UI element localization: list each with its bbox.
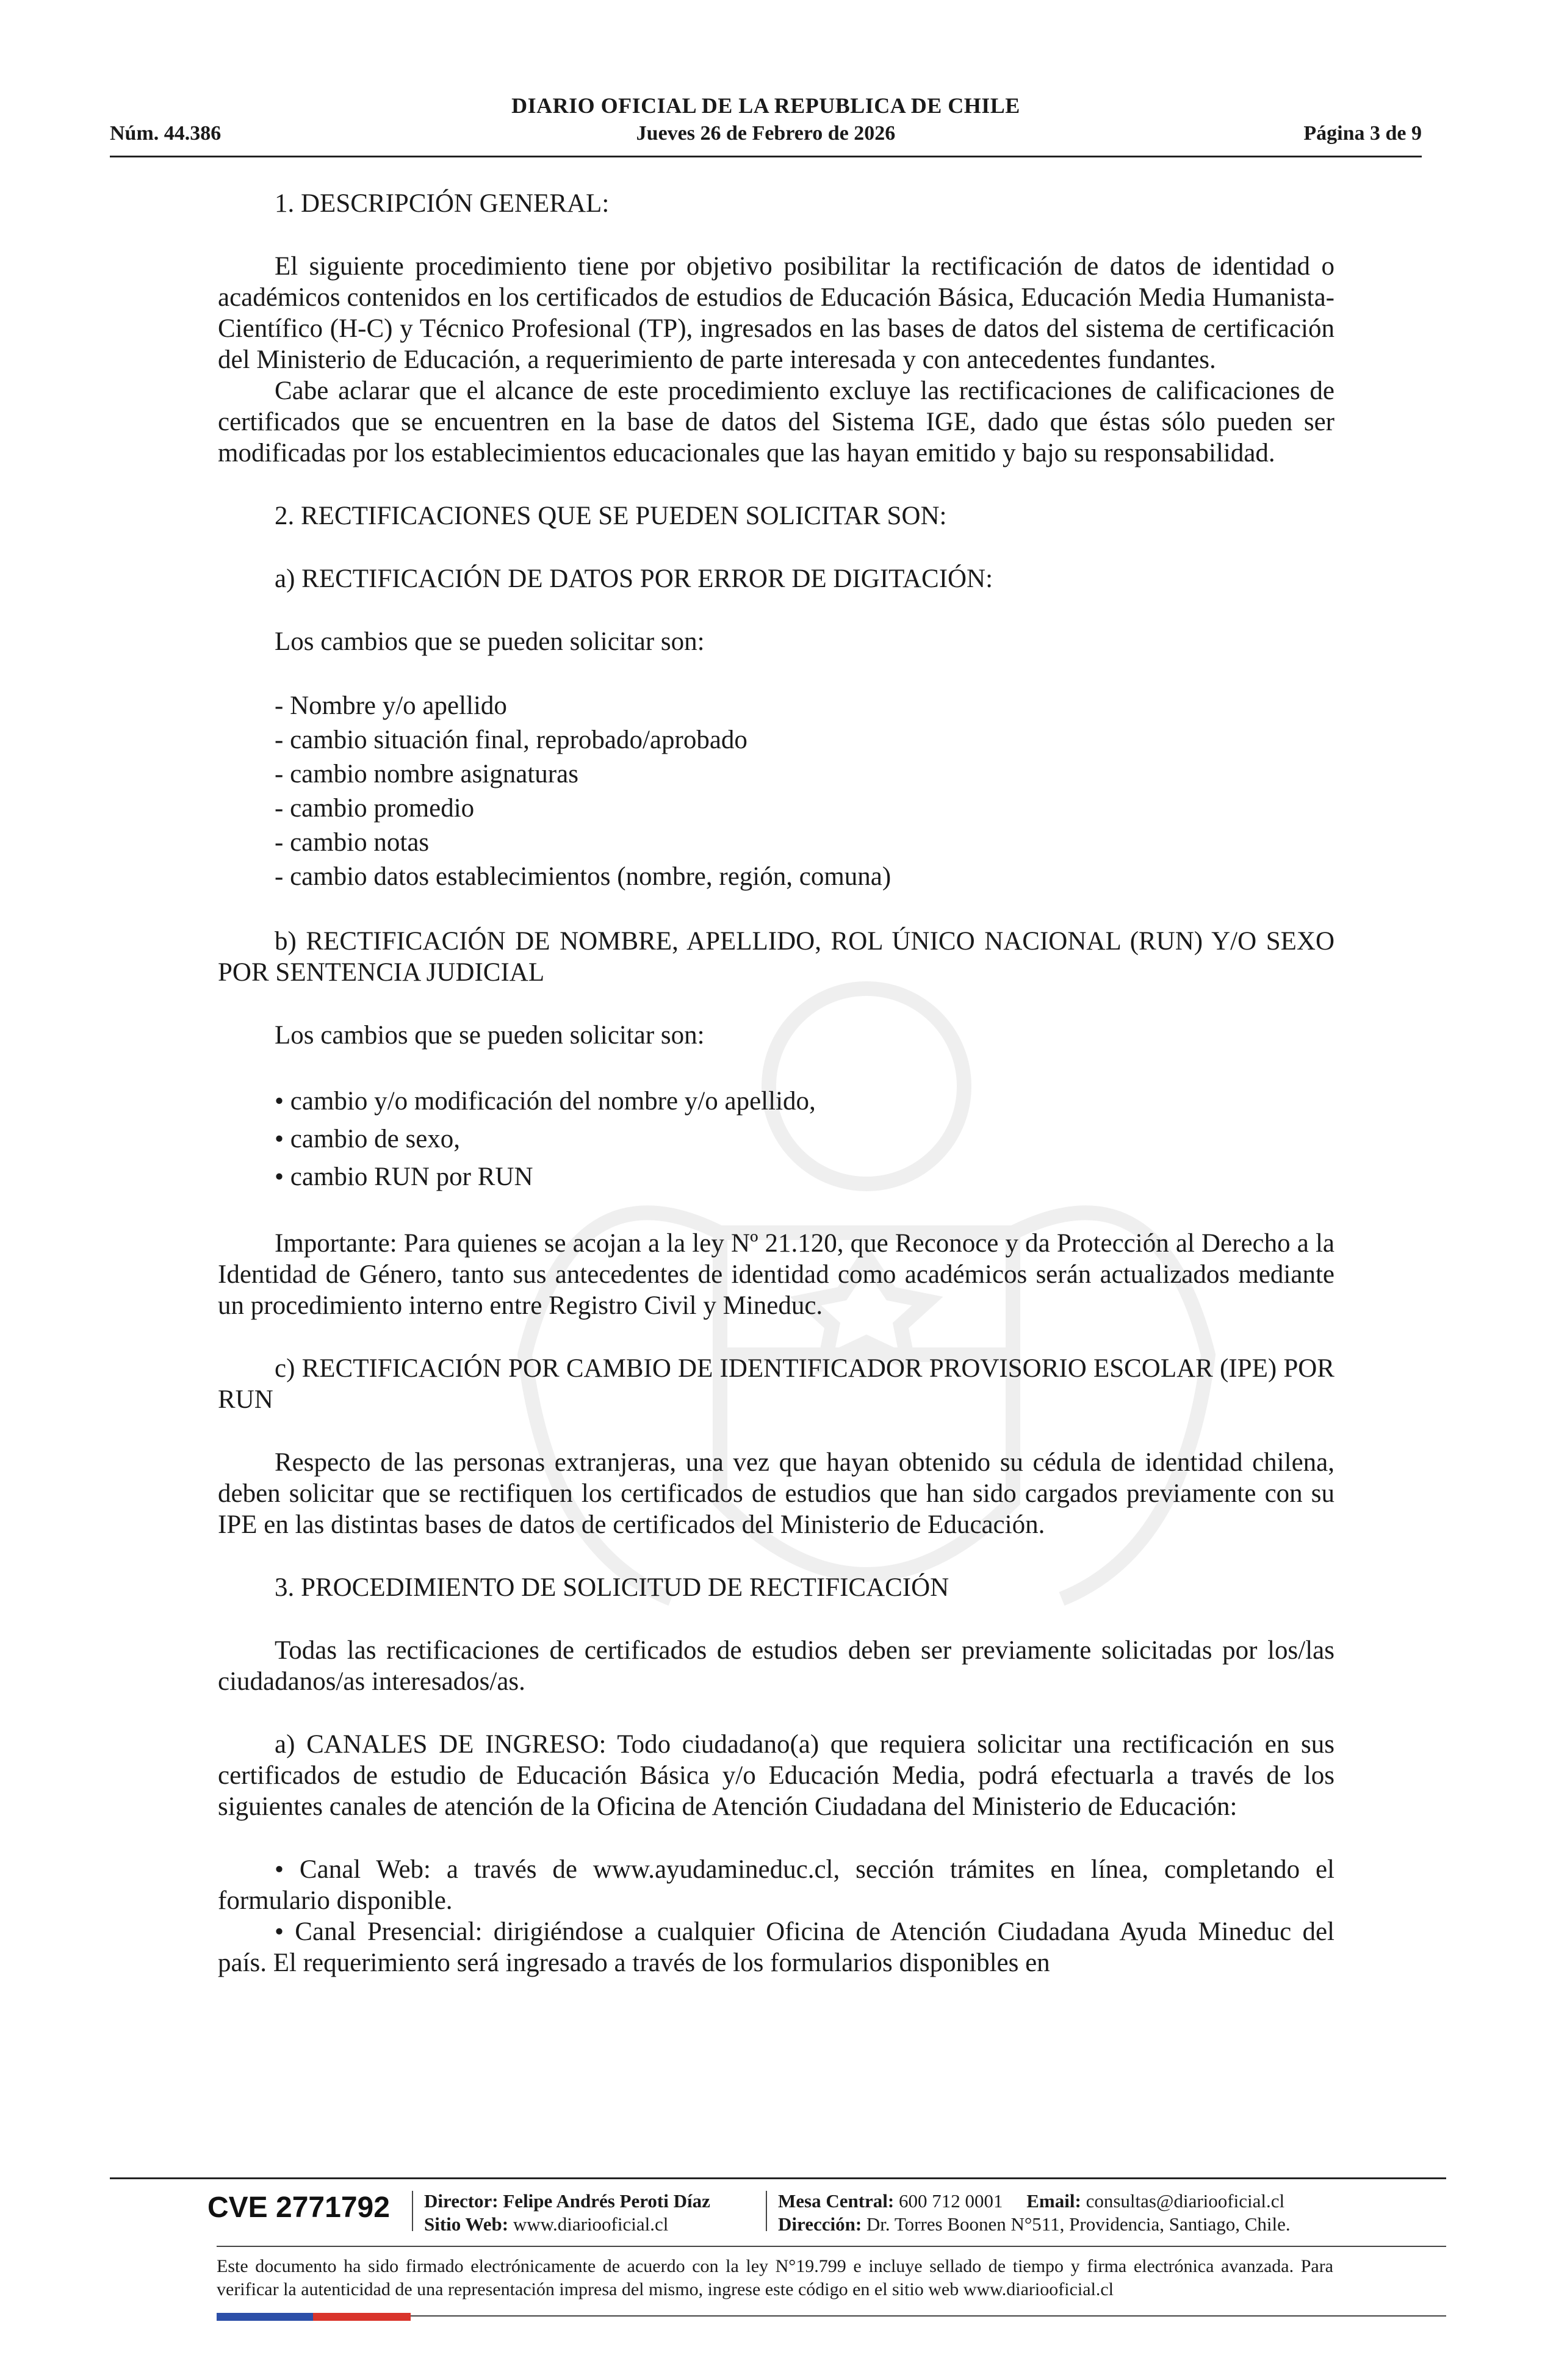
footer-director-block [424,2190,710,2236]
change-list-a [218,689,1334,894]
section-heading: 3. PROCEDIMIENTO DE SOLICITUD DE RECTIFICACIÓN [275,1573,949,1602]
footer-divider [217,2246,1446,2247]
list-item: • cambio y/o modificación del nombre y/o apellido, [275,1087,816,1116]
cve-code: CVE 2771792 [207,2191,390,2224]
channel-presencial: • Canal Presencial: dirigiéndose a cualquier Oficina de Atención Ciudadana Ayuda Mineduc del país. El requerimiento será ingresado a través de los formularios disponibles en [218,1917,1334,1977]
subsection-heading: c) RECTIFICACIÓN POR CAMBIO DE IDENTIFICADOR PROVISORIO ESCOLAR (IPE) POR RUN [218,1354,1334,1414]
list-item: - cambio notas [275,828,430,857]
page-header [110,92,1422,159]
subsection-heading: b) RECTIFICACIÓN DE NOMBRE, APELLIDO, ROL ÚNICO NACIONAL (RUN) Y/O SEXO POR SENTENCIA JUDICIAL [218,927,1334,987]
paragraph: a) CANALES DE INGRESO: Todo ciudadano(a) que requiera solicitar una rectificación en sus certificados de estudio de Educación Básica y/o Educación Media, podrá efectuarla a través de los siguientes canales de atención de la Oficina de Atención Ciudadana del Ministerio de Educación: [218,1730,1334,1821]
paragraph: El siguiente procedimiento tiene por objetivo posibilitar la rectificación de datos de identidad o académicos contenidos en los certificados de estudios de Educación Básica, Educación Media Humanista-Científico (H-C) y Técnico Profesional (TP), ingresados en las bases de datos del sistema de certificación del Ministerio de Educación, a requerimiento de parte interesada y con antecedentes fundantes. [218,252,1334,374]
newspaper-title: DIARIO OFICIAL DE LA REPUBLICA DE CHILE [511,93,1020,118]
address-label: Dirección: [778,2213,862,2235]
paragraph: Todas las rectificaciones de certificados de estudios deben ser previamente solicitadas por los/las ciudadanos/as interesados/as. [218,1636,1334,1696]
site-label: Sitio Web: [424,2213,509,2235]
issue-date: Jueves 26 de Febrero de 2026 [636,122,896,145]
list-item: - cambio situación final, reprobado/aprobado [275,726,747,754]
section-heading: 1. DESCRIPCIÓN GENERAL: [275,189,610,218]
document-body [218,188,1334,1978]
footer-divider [110,2177,1446,2179]
important-note: Importante: Para quienes se acojan a la ley Nº 21.120, que Reconoce y da Protección al Derecho a la Identidad de Género, tanto sus antecedentes de identidad como académicos serán actualizados mediante un procedimiento interno entre Registro Civil y Mineduc. [218,1229,1334,1320]
flag-stripe [217,2313,411,2321]
legal-notice: Este documento ha sido firmado electrónicamente de acuerdo con la ley N°19.799 e incluye sellado de tiempo y firma electrónica avanzada. Para verificar la autenticidad de una representación impresa del mismo, ingrese este código en el sitio web www.diariooficial.cl [217,2256,1333,2299]
footer-separator [766,2191,767,2231]
section-heading: 2. RECTIFICACIONES QUE SE PUEDEN SOLICITAR SON: [275,502,947,530]
list-item: - cambio nombre asignaturas [275,760,578,788]
list-item: - Nombre y/o apellido [275,691,507,720]
list-intro: Los cambios que se pueden solicitar son: [275,1021,705,1050]
address-value: Dr. Torres Boonen N°511, Providencia, Santiago, Chile. [866,2213,1291,2235]
list-item: • cambio RUN por RUN [275,1163,533,1191]
list-item: - cambio promedio [275,794,475,823]
flag-blue-segment [217,2313,313,2321]
page-indicator: Página 3 de 9 [1303,122,1422,145]
issue-number: Núm. 44.386 [110,122,222,145]
channel-web: • Canal Web: a través de www.ayudamineduc.cl, sección trámites en línea, completando el formulario disponible. [218,1855,1334,1915]
list-item: - cambio datos establecimientos (nombre, región, comuna) [275,862,891,891]
list-item: • cambio de sexo, [275,1125,461,1153]
header-divider [110,156,1422,157]
paragraph: Cabe aclarar que el alcance de este procedimiento excluye las rectificaciones de calificaciones de certificados que se encuentren en la base de datos del Sistema IGE, dado que éstas sólo pueden ser modificadas por los establecimientos educacionales que las hayan emitido y bajo su responsabilidad. [218,377,1334,467]
list-intro: Los cambios que se pueden solicitar son: [275,627,705,656]
email-link[interactable]: consultas@diariooficial.cl [1086,2190,1285,2212]
paragraph: Respecto de las personas extranjeras, una vez que hayan obtenido su cédula de identidad chilena, deben solicitar que se rectifiquen los certificados de estudios que han sido cargados previamente con su IPE en las distintas bases de datos de certificados del Ministerio de Educación. [218,1448,1334,1539]
site-link[interactable]: www.diariooficial.cl [513,2213,669,2235]
footer-separator [412,2191,413,2231]
change-list-b [218,1083,1334,1196]
flag-red-segment [313,2313,411,2321]
footer-contact-block [778,2190,1291,2236]
mesa-phone: 600 712 0001 [899,2190,1003,2212]
mesa-label: Mesa Central: [778,2190,895,2212]
director-label: Director: [424,2190,499,2212]
subsection-heading: a) RECTIFICACIÓN DE DATOS POR ERROR DE DIGITACIÓN: [275,564,993,593]
page-footer [110,2177,1446,2360]
email-label: Email: [1026,2190,1081,2212]
director-name: Felipe Andrés Peroti Díaz [503,2190,710,2212]
